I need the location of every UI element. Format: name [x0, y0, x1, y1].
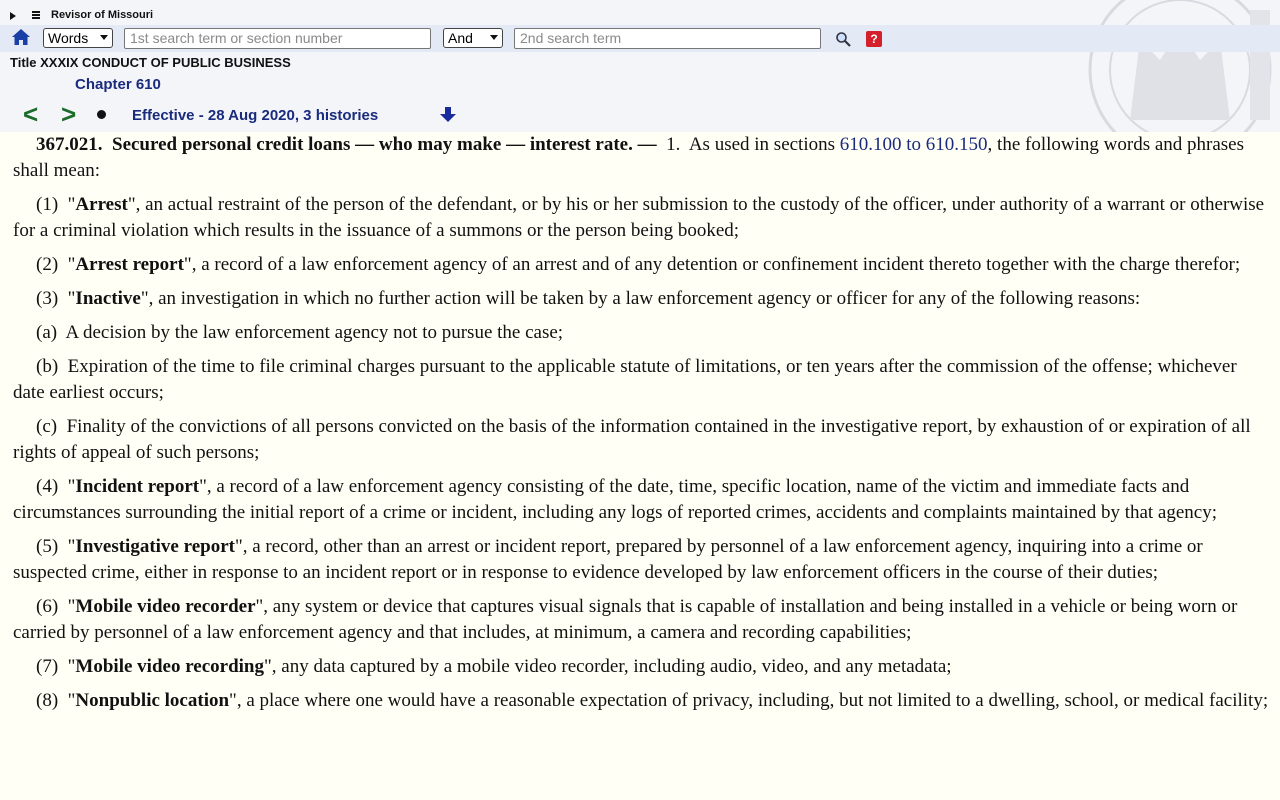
chevron-down-icon — [100, 35, 108, 40]
arrow-down-icon[interactable] — [439, 106, 457, 123]
previous-section-button[interactable]: < — [23, 99, 39, 129]
definition-text: , an actual restraint of the person of the defendant, or by his or her submission to the custody of the officer, under authority of a warrant or otherwise for a criminal violation which results in the issuance of a summons or the person being booked; — [13, 194, 1265, 241]
definition-item: (1) "Arrest", an actual restraint of the person of the defendant, or by his or her submission to the custody of the officer, under authority of a warrant or otherwise for a criminal violation which results in the issuance of a summons or the person being booked; — [13, 194, 1265, 241]
definition-number: (7) — [36, 656, 59, 677]
current-section-dot-icon[interactable] — [97, 110, 106, 119]
definition-number: (3) — [36, 288, 59, 309]
subitem-letter: (b) — [36, 356, 59, 377]
definition-item: (2) "Arrest report", a record of a law enforcement agency of an arrest and of any detention or confinement incident thereto together with the charge therefor; — [36, 254, 1241, 275]
definition-text: , a record, other than an arrest or incident report, prepared by personnel of a law enforcement agency, inquiring into a crime or suspected crime, either in response to an incident report or in response to evidence developed by law enforcement officers in the course of their duties; — [13, 536, 1203, 583]
definition-term: Arrest — [75, 194, 128, 215]
breadcrumb-chapter[interactable]: Chapter 610 — [75, 76, 161, 93]
home-icon[interactable] — [11, 28, 31, 46]
definition-term: Mobile video recording — [75, 656, 264, 677]
section-intro — [13, 132, 1270, 184]
definition-term: Arrest report — [75, 254, 184, 275]
site-name[interactable]: Revisor of Missouri — [51, 9, 154, 21]
subitem — [13, 354, 1270, 406]
definition-item: (7) "Mobile video recording", any data captured by a mobile video recorder, including audio, video, and any metadata; — [36, 656, 952, 677]
chevron-down-icon — [490, 35, 498, 40]
help-button[interactable]: ? — [866, 31, 882, 47]
subsection-number: 1. — [666, 134, 681, 155]
definition-text: , a record of a law enforcement agency of an arrest and of any detention or confinement incident thereto together with the charge therefor; — [191, 254, 1241, 275]
subitem-letter: (a) — [36, 322, 58, 343]
definition-term: Nonpublic location — [75, 690, 230, 711]
definition-term: Inactive — [75, 288, 141, 309]
definition-term: Incident report — [75, 476, 200, 497]
subitem — [13, 414, 1270, 466]
effective-date-link[interactable]: Effective - 28 Aug 2020, 3 histories — [132, 107, 379, 124]
definition-item: (6) "Mobile video recorder", any system or device that captures visual signals that is capable of installation and being installed in a vehicle or being worn or carried by personnel of a law enforcement agency and that includes, at minimum, a camera and recording capabilities; — [13, 596, 1238, 643]
definition-text: , an investigation in which no further action will be taken by a law enforcement agency or officer for any of the following reasons: — [148, 288, 1141, 309]
search-bar — [0, 25, 1280, 52]
subitem-text: Finality of the convictions of all persons convicted on the basis of the information contained in the investigative report, by exhaustion of or expiration of all rights of appeal of such persons; — [13, 416, 1251, 463]
definition-item: (5) "Investigative report", a record, other than an arrest or incident report, prepared by personnel of a law enforcement agency, inquiring into a crime or suspected crime, either in response to an incident report or in response to evidence developed by law enforcement officers in the course of their duties; — [13, 536, 1203, 583]
breadcrumb-title[interactable]: Title XXXIX CONDUCT OF PUBLIC BUSINESS — [10, 55, 291, 70]
search-mode-value: Words — [48, 30, 89, 46]
section-number: 367.021. — [36, 134, 103, 155]
definition-number: (6) — [36, 596, 59, 617]
definition-number: (5) — [36, 536, 59, 557]
definition-item: (8) "Nonpublic location", a place where one would have a reasonable expectation of privacy, including, but not limited to a dwelling, school, or medical facility; — [36, 690, 1269, 711]
definition-text: , a place where one would have a reasonable expectation of privacy, including, but not limited to a dwelling, school, or medical facility; — [236, 690, 1269, 711]
expand-triangle-icon[interactable] — [10, 12, 16, 20]
subitem-text: Expiration of the time to file criminal charges pursuant to the applicable statute of limitations, or ten years after the commission of the offense; whichever date earliest occurs; — [13, 356, 1237, 403]
definition-number: (1) — [36, 194, 59, 215]
search-mode-select[interactable] — [43, 28, 113, 48]
definition-text: , any data captured by a mobile video recorder, including audio, video, and any metadata; — [271, 656, 952, 677]
sections-range-link[interactable]: 610.100 to 610.150 — [839, 134, 988, 155]
definition-item: (4) "Incident report", a record of a law enforcement agency consisting of the date, time, specific location, name of the victim and immediate facts and circumstances surrounding the initial report of a crime or incident, including any logs of reported crimes, accidents and complaints maintained by that agency; — [13, 476, 1218, 523]
header — [0, 0, 1280, 132]
definition-text: , a record of a law enforcement agency consisting of the date, time, specific location, name of the victim and immediate facts and circumstances surrounding the initial report of a crime or incident, including any logs of reported crimes, accidents and complaints maintained by that agency; — [13, 476, 1218, 523]
section-heading: Secured personal credit loans — who may make — interest rate. — — [112, 134, 657, 155]
search-term-1-input[interactable]: 1st search term or section number — [124, 28, 431, 49]
subitem — [13, 320, 1270, 346]
definition-item: (3) "Inactive", an investigation in which no further action will be taken by a law enforcement agency or officer for any of the following reasons: — [36, 288, 1141, 309]
search-operator-select[interactable] — [443, 28, 503, 48]
definition-number: (8) — [36, 690, 59, 711]
search-icon[interactable] — [835, 31, 851, 47]
definition-number: (4) — [36, 476, 59, 497]
intro-text-after: , the following words and phrases shall mean: — [13, 134, 1245, 181]
next-section-button[interactable]: > — [61, 99, 77, 129]
state-seal-watermark — [1020, 0, 1280, 132]
section-content — [13, 132, 1270, 722]
intro-text-before: As used in sections — [688, 134, 836, 155]
subitem-text: A decision by the law enforcement agency not to pursue the case; — [65, 322, 564, 343]
definition-term: Investigative report — [75, 536, 235, 557]
definition-number: (2) — [36, 254, 59, 275]
search-operator-value: And — [448, 30, 473, 46]
menu-icon[interactable] — [32, 11, 40, 19]
search-term-2-input[interactable]: 2nd search term — [514, 28, 821, 49]
definition-text: , any system or device that captures visual signals that is capable of installation and being installed in a vehicle or being worn or carried by personnel of a law enforcement agency and that includes, at minimum, a camera and recording capabilities; — [13, 596, 1238, 643]
definition-term: Mobile video recorder — [75, 596, 256, 617]
subitem-letter: (c) — [36, 416, 58, 437]
top-line — [0, 7, 400, 25]
